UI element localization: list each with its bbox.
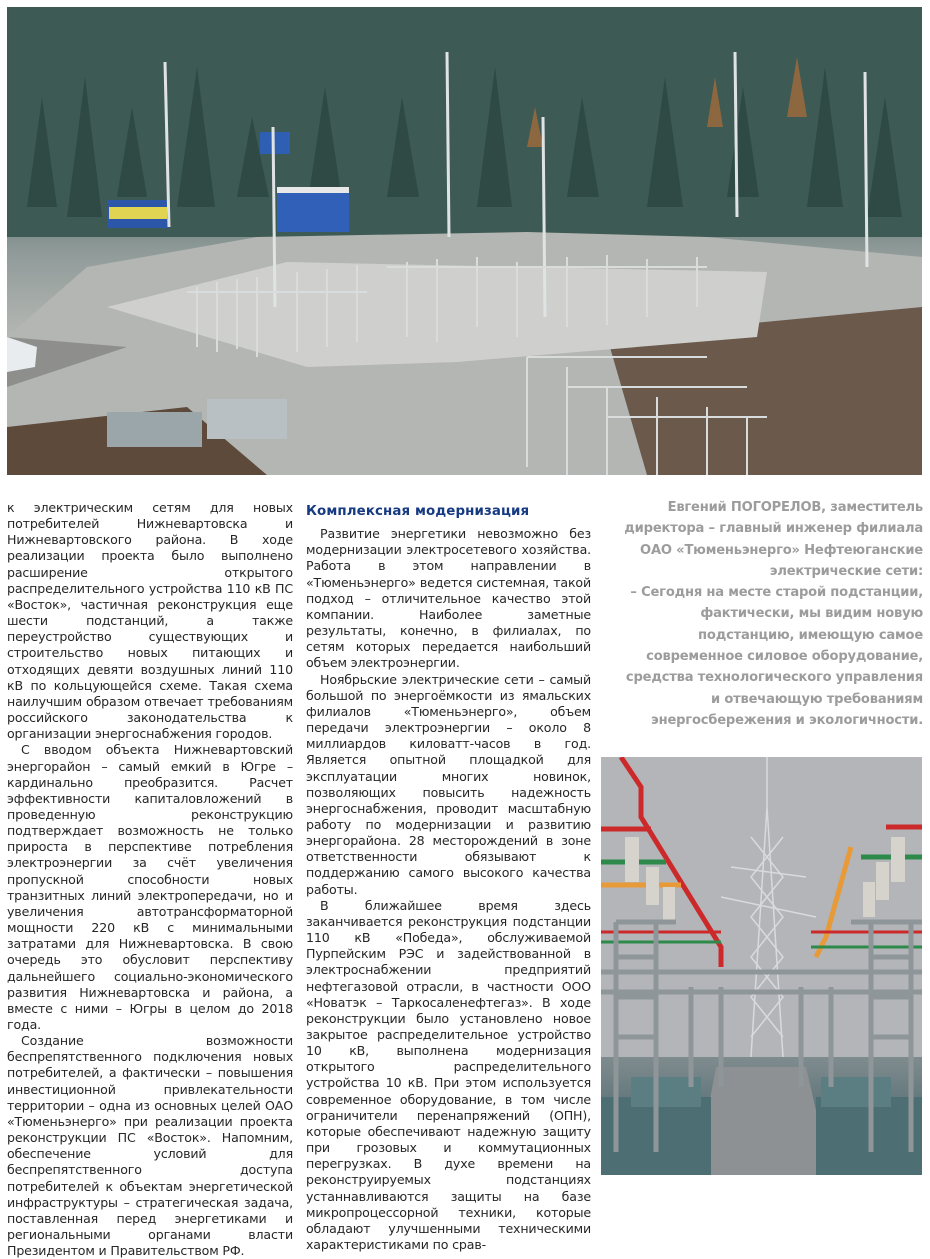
- quote-line: электрические сети:: [769, 563, 923, 579]
- quote-line: ОАО «Тюменьэнерго» Нефтеюганские: [640, 542, 923, 558]
- quote-line: энергосбережения и экологичности.: [651, 712, 923, 728]
- article-paragraph: Создание возможности беспрепятственного подключения новых потребителей, а фактически – повышения инвестиционной привлекательности территории – одна из основных целей ОАО «Тюменьэнерго» при реализации проекта реконструкции ПС «Восток». Напомним, обеспечение условий для беспрепятственного доступа потребителей к объектам энергетической инфраструктуры – стратегическая задача, поставленная перед энергетиками и региональными органами власти Президентом и Правительством РФ.: [7, 1033, 293, 1259]
- quote-line: современное силовое оборудование,: [646, 649, 923, 665]
- article-paragraph: Развитие энергетики невозможно без модернизации электросетевого хозяйства. Работа в этом направлении в «Тюменьэнерго» ведется системная, такой подход – отличительное качество этой компании. Наиболее заметные результаты, конечно, в филиалах, по сетям которых передается наибольший объем электроэнергии.: [306, 526, 591, 671]
- article-column-1: [7, 500, 293, 1259]
- pull-quote: [600, 497, 923, 731]
- article-column-2: [306, 500, 591, 1253]
- quote-line: Евгений ПОГОРЕЛОВ, заместитель: [667, 500, 923, 515]
- section-heading: Комплексная модернизация: [306, 504, 530, 519]
- quote-line: подстанцию, имеющую самое: [698, 627, 923, 643]
- quote-line: – Сегодня на месте старой подстанции,: [630, 585, 923, 601]
- substation-equipment-illustration: [601, 757, 922, 1175]
- quote-line: и отвечающую требованиям: [711, 691, 923, 707]
- substation-aerial-photo: [7, 7, 922, 475]
- quote-line: директора – главный инженер филиала: [624, 521, 923, 537]
- article-paragraph: к электрическим сетям для новых потребителей Нижневартовска и Нижневартовского района. В ходе реализации проекта было выполнено расширение открытого распределительного устройства 110 кВ ПС «Восток», частичная реконструкция еще шести подстанций, а также переустройство существующих и строительство новых питающих и отходящих девяти воздушных линий 110 кВ по кольцующейся схеме. Такая схема наилучшим образом отвечает требованиям российского законодательства к организации энергоснабжения городов.: [7, 500, 293, 742]
- substation-equipment-photo: [601, 757, 922, 1175]
- article-paragraph: С вводом объекта Нижневартовский энергорайон – самый емкий в Югре – кардинально преобразится. Расчет эффективности капиталовложений в проведенную реконструкцию подтверждает возможность не только прироста в перспективе потребления электроэнергии за счёт увеличения пропускной способности новых транзитных линий электропередачи, но и увеличения автотрансформаторной мощности 220 кВ с минимальными затратами для Нижневартовска. В свою очередь это обусловит перспективу дальнейшего социально-экономического развития Нижневартовска и района, а вместе с ними – Югры в целом до 2018 года.: [7, 742, 293, 1032]
- quote-line: фактически, мы видим новую: [700, 606, 923, 622]
- substation-aerial-illustration: [7, 7, 922, 475]
- quote-line: средства технологического управления: [625, 670, 923, 686]
- article-paragraph: В ближайшее время здесь заканчивается реконструкция подстанции 110 кВ «Победа», обслуживаемой Пурпейским РЭС и задействованной в электроснабжении предприятий нефтегазовой отрасли, в частности ООО «Новатэк – Таркосаленефтегаз». В ходе реконструкции было установлено новое закрытое распределительное устройство 10 кВ, выполнена модернизация открытого распределительного устройства 10 кВ. При этом используется современное оборудование, в том числе ограничители перенапряжений (ОПН), которые обеспечивают надежную защиту при грозовых и коммутационных перегрузках. В духе времени на реконструируемых подстанциях устаннавливаются защиты на базе микропроцессорной техники, которые обладают улучшенными техническими характеристиками по срав-: [306, 897, 591, 1253]
- article-paragraph: Ноябрьские электрические сети – самый большой по энергоёмкости из ямальских филиалов «Тюменьэнерго», объем передачи электроэнергии – около 8 миллиардов киловатт-часов в год. Является опытной площадкой для эксплуатации многих новинок, позволяющих повысить надежность энергоснабжения, проводит масштабную работу по модернизации и развитию энергорайона. 28 месторождений в зоне ответственности обязывают к поддержанию самого высокого качества работы.: [306, 671, 591, 897]
